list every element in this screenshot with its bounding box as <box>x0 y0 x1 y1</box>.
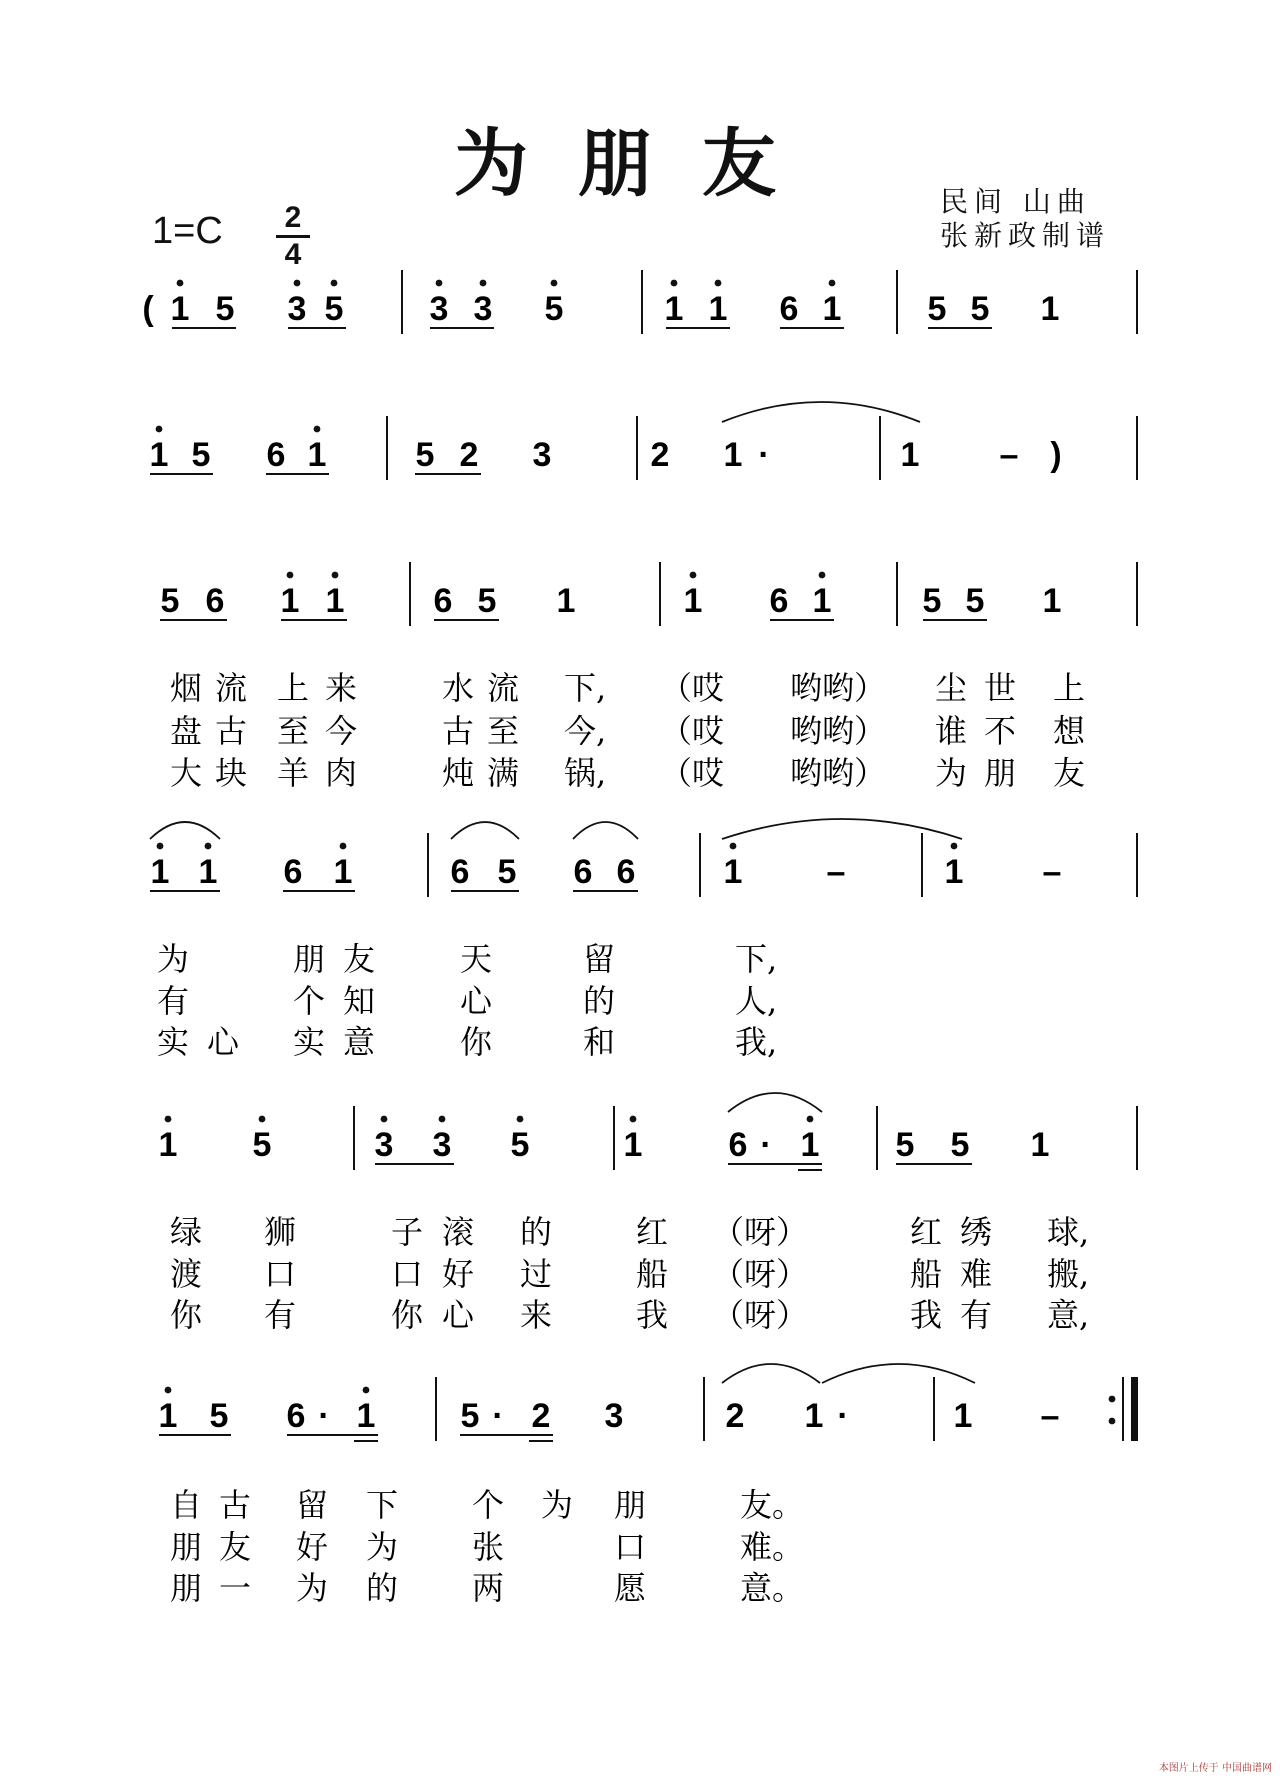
lyric-line <box>170 754 1085 792</box>
lyric-syllable: 哟哟） <box>790 669 887 707</box>
lyric-line <box>170 669 1085 707</box>
lyric-syllable: 的 <box>583 982 616 1020</box>
lyric-syllable: （呀） <box>712 1213 809 1251</box>
lyric-syllable: 个 <box>293 982 326 1020</box>
lyric-syllable: 口 <box>264 1255 297 1293</box>
note: 1 <box>198 853 218 891</box>
note: 1 <box>804 1397 824 1435</box>
lyric-syllable: 羊 <box>277 754 310 792</box>
note: 5 <box>922 582 942 620</box>
lyric-line <box>157 982 777 1020</box>
note: 5 <box>160 582 180 620</box>
lyric-syllable: 我, <box>735 1023 778 1061</box>
lyric-syllable: 和 <box>583 1023 616 1061</box>
lyric-syllable: 世 <box>984 669 1017 707</box>
notation-symbol: ) <box>1050 436 1062 474</box>
lyric-syllable: 好 <box>296 1528 329 1566</box>
note: 5 <box>415 436 435 474</box>
lyric-syllable: 水 <box>442 669 475 707</box>
lyric-syllable: 炖 <box>442 754 475 792</box>
lyric-syllable: 为 <box>157 940 190 978</box>
lyric-syllable: 尘 <box>935 669 968 707</box>
note: 5 <box>895 1126 915 1164</box>
lyric-syllable: 下, <box>564 669 607 707</box>
notation-row <box>142 270 1137 334</box>
note: 1 <box>623 1126 643 1164</box>
lyric-syllable: 你 <box>460 1023 493 1061</box>
lyric-syllable: 为 <box>366 1528 399 1566</box>
lyric-syllable: 心 <box>442 1296 475 1334</box>
notation-symbol: – <box>826 853 846 891</box>
repeat-dot <box>1109 1418 1116 1425</box>
repeat-dot <box>1109 1396 1116 1403</box>
lyric-syllable: 心 <box>207 1023 240 1061</box>
note: 5 <box>950 1126 970 1164</box>
lyric-syllable: 有 <box>264 1296 297 1334</box>
lyric-syllable: 朋 <box>614 1486 647 1524</box>
lyric-syllable: 流 <box>487 669 520 707</box>
octave-dot-high <box>287 572 294 579</box>
watermark-text: 本图片上传于 中国曲谱网 <box>1158 1763 1272 1774</box>
note: 5 <box>252 1126 272 1164</box>
octave-dot-high <box>205 843 212 850</box>
octave-dot-high <box>294 280 301 287</box>
notation-symbol: · <box>760 1126 772 1164</box>
lyric-syllable: 的 <box>366 1569 399 1607</box>
note: 2 <box>725 1397 745 1435</box>
note: 6 <box>433 582 453 620</box>
lyric-line <box>170 1569 804 1607</box>
lyric-syllable: 今 <box>325 712 358 750</box>
lyric-syllable: 谁 <box>935 712 968 750</box>
octave-dot-high <box>819 572 826 579</box>
octave-dot-high <box>165 1387 172 1394</box>
slur-tie <box>722 1364 820 1383</box>
lyric-syllable: 球, <box>1047 1213 1090 1251</box>
octave-dot-high <box>829 280 836 287</box>
lyric-syllable: 绿 <box>170 1213 203 1251</box>
lyric-syllable: 不 <box>984 712 1017 750</box>
note: 1 <box>1040 290 1060 328</box>
note: 5 <box>497 853 517 891</box>
lyric-syllable: 意。 <box>740 1569 805 1607</box>
note: 1 <box>900 436 920 474</box>
notation-symbol: – <box>1042 853 1062 891</box>
lyric-syllable: 意 <box>343 1023 376 1061</box>
notation-symbol: – <box>1040 1397 1060 1435</box>
notation-symbol: · <box>318 1397 330 1435</box>
note: 1 <box>280 582 300 620</box>
lyric-syllable: 朋 <box>170 1528 203 1566</box>
lyric-syllable: 难。 <box>740 1528 805 1566</box>
note: 6 <box>450 853 470 891</box>
note: 1 <box>356 1397 376 1435</box>
note: 3 <box>429 290 449 328</box>
lyric-syllable: 来 <box>325 669 358 707</box>
note: 1 <box>953 1397 973 1435</box>
lyric-syllable: 心 <box>460 982 493 1020</box>
time-signature-bottom: 4 <box>284 238 302 271</box>
notation-symbol: – <box>999 436 1019 474</box>
octave-dot-high <box>480 280 487 287</box>
lyric-line <box>157 1023 777 1061</box>
lyric-syllable: 狮 <box>264 1213 297 1251</box>
octave-dot-high <box>671 280 678 287</box>
lyric-block <box>157 940 777 1061</box>
octave-dot-high <box>551 280 558 287</box>
lyric-syllable: 块 <box>215 754 248 792</box>
lyric-syllable: 实 <box>157 1023 190 1061</box>
note: 5 <box>191 436 211 474</box>
note: 3 <box>432 1126 452 1164</box>
lyric-syllable: 船 <box>636 1255 669 1293</box>
lyric-syllable: 口 <box>391 1255 424 1293</box>
octave-dot-high <box>156 426 163 433</box>
key-signature: 1=C <box>152 210 223 252</box>
note: 1 <box>325 582 345 620</box>
lyric-block <box>170 1486 804 1607</box>
lyric-syllable: 滚 <box>442 1213 475 1251</box>
lyric-syllable: 红 <box>910 1213 943 1251</box>
lyric-syllable: 自 <box>170 1486 203 1524</box>
slur-tie <box>573 822 638 839</box>
lyric-syllable: 红 <box>636 1213 669 1251</box>
lyric-syllable: 肉 <box>325 754 358 792</box>
lyric-syllable: 友 <box>343 940 376 978</box>
lyric-syllable: 朋 <box>984 754 1017 792</box>
note: 1 <box>664 290 684 328</box>
lyric-line <box>157 940 777 978</box>
octave-dot-high <box>730 843 737 850</box>
song-title: 为朋友 <box>454 121 826 207</box>
lyric-syllable: 烟 <box>170 669 203 707</box>
notation-symbol: ( <box>142 290 154 328</box>
note: 1 <box>723 853 743 891</box>
slur-tie <box>728 1093 822 1112</box>
octave-dot-high <box>331 280 338 287</box>
lyric-line <box>170 1213 1089 1251</box>
note: 1 <box>683 582 703 620</box>
lyric-syllable: 难 <box>960 1255 993 1293</box>
lyric-syllable: 来 <box>520 1296 553 1334</box>
note: 6 <box>616 853 636 891</box>
note: 1 <box>1030 1126 1050 1164</box>
octave-dot-high <box>436 280 443 287</box>
note: 5 <box>965 582 985 620</box>
note: 1 <box>800 1126 820 1164</box>
octave-dot-high <box>363 1387 370 1394</box>
lyric-syllable: 盘 <box>170 712 203 750</box>
lyric-syllable: 留 <box>296 1486 329 1524</box>
notation-symbol: · <box>492 1397 504 1435</box>
octave-dot-high <box>177 280 184 287</box>
lyric-syllable: 想 <box>1053 712 1086 750</box>
octave-dot-high <box>165 1116 172 1123</box>
octave-dot-high <box>517 1116 524 1123</box>
lyric-syllable: 你 <box>170 1296 203 1334</box>
lyric-syllable: 今, <box>564 712 607 750</box>
note: 5 <box>324 290 344 328</box>
lyric-block <box>170 669 1086 792</box>
lyric-syllable: （哎 <box>660 712 725 750</box>
lyric-syllable: 上 <box>1053 669 1086 707</box>
repeat-barline-thick <box>1131 1377 1137 1441</box>
lyric-syllable: 我 <box>636 1296 669 1334</box>
lyric-syllable: 友 <box>1053 754 1086 792</box>
octave-dot-high <box>157 843 164 850</box>
note: 1 <box>944 853 964 891</box>
note: 3 <box>287 290 307 328</box>
lyric-line <box>170 712 1086 750</box>
note: 6 <box>769 582 789 620</box>
lyric-syllable: 友 <box>219 1528 252 1566</box>
lyric-syllable: 你 <box>391 1296 424 1334</box>
lyric-syllable: 锅, <box>564 754 607 792</box>
lyric-syllable: 古 <box>219 1486 252 1524</box>
lyric-syllable: 为 <box>541 1486 574 1524</box>
lyric-syllable: 下 <box>366 1486 399 1524</box>
lyric-syllable: 绣 <box>960 1213 993 1251</box>
note: 5 <box>477 582 497 620</box>
notation-row <box>160 562 1137 626</box>
note: 1 <box>150 853 170 891</box>
note: 5 <box>209 1397 229 1435</box>
lyric-syllable: 大 <box>170 754 203 792</box>
notation-row <box>150 833 1137 897</box>
lyric-syllable: 天 <box>460 940 493 978</box>
lyric-syllable: 上 <box>277 669 310 707</box>
lyric-line <box>170 1528 804 1566</box>
note: 5 <box>460 1397 480 1435</box>
slur-tie <box>722 819 962 839</box>
lyric-line <box>170 1486 804 1524</box>
octave-dot-high <box>340 843 347 850</box>
lyric-line <box>170 1255 1089 1293</box>
time-signature-top: 2 <box>284 201 302 234</box>
lyric-syllable: 意, <box>1047 1296 1090 1334</box>
note: 5 <box>544 290 564 328</box>
octave-dot-high <box>439 1116 446 1123</box>
note: 3 <box>473 290 493 328</box>
note: 5 <box>927 290 947 328</box>
note: 3 <box>604 1397 624 1435</box>
lyric-line <box>170 1296 1089 1334</box>
notation-row <box>159 1106 1137 1170</box>
notation-symbol: · <box>837 1397 849 1435</box>
octave-dot-high <box>381 1116 388 1123</box>
note: 1 <box>149 436 169 474</box>
lyric-syllable: 愿 <box>614 1569 647 1607</box>
lyric-syllable: 至 <box>277 712 310 750</box>
composer-credit: 民间 山曲 <box>940 185 1091 218</box>
slur-tie <box>451 822 519 839</box>
note: 6 <box>779 290 799 328</box>
octave-dot-high <box>259 1116 266 1123</box>
notation-symbol: · <box>758 436 770 474</box>
notation-row <box>150 416 1137 480</box>
lyric-syllable: 有 <box>960 1296 993 1334</box>
arranger-credit: 张新政制谱 <box>940 219 1111 252</box>
note: 1 <box>723 436 743 474</box>
lyric-syllable: 哟哟） <box>790 754 887 792</box>
lyric-syllable: 朋 <box>170 1569 203 1607</box>
note: 1 <box>158 1126 178 1164</box>
note: 6 <box>728 1126 748 1164</box>
note: 3 <box>374 1126 394 1164</box>
lyric-syllable: 船 <box>910 1255 943 1293</box>
lyric-syllable: 好 <box>442 1255 475 1293</box>
note: 1 <box>170 290 190 328</box>
lyric-syllable: 我 <box>910 1296 943 1334</box>
lyric-syllable: 有 <box>157 982 190 1020</box>
lyric-syllable: 古 <box>442 712 475 750</box>
note: 1 <box>1042 582 1062 620</box>
note: 3 <box>532 436 552 474</box>
octave-dot-high <box>715 280 722 287</box>
note: 6 <box>266 436 286 474</box>
lyric-syllable: 留 <box>583 940 616 978</box>
octave-dot-high <box>807 1116 814 1123</box>
slur-tie <box>822 1364 975 1383</box>
octave-dot-high <box>314 426 321 433</box>
lyric-syllable: 张 <box>472 1528 505 1566</box>
slur-tie <box>150 822 220 839</box>
note: 6 <box>573 853 593 891</box>
lyric-syllable: 为 <box>935 754 968 792</box>
lyric-syllable: 至 <box>487 712 520 750</box>
lyric-syllable: （哎 <box>660 669 725 707</box>
lyric-syllable: 一 <box>219 1569 252 1607</box>
lyric-syllable: 满 <box>487 754 520 792</box>
lyric-syllable: 搬, <box>1047 1255 1090 1293</box>
note: 1 <box>307 436 327 474</box>
note: 6 <box>286 1397 306 1435</box>
lyric-syllable: 两 <box>472 1569 505 1607</box>
note: 5 <box>215 290 235 328</box>
note: 1 <box>333 853 353 891</box>
notation-row <box>159 1377 1137 1441</box>
note: 2 <box>650 436 670 474</box>
note: 1 <box>812 582 832 620</box>
note: 1 <box>556 582 576 620</box>
lyric-syllable: 为 <box>296 1569 329 1607</box>
lyric-syllable: 知 <box>343 982 376 1020</box>
lyric-syllable: 子 <box>391 1213 424 1251</box>
note: 1 <box>708 290 728 328</box>
lyric-syllable: 哟哟） <box>790 712 887 750</box>
lyric-syllable: 的 <box>520 1213 553 1251</box>
lyric-syllable: （哎 <box>660 754 725 792</box>
lyric-syllable: 朋 <box>293 940 326 978</box>
note: 5 <box>970 290 990 328</box>
slur-tie <box>722 402 920 422</box>
lyric-syllable: 渡 <box>170 1255 203 1293</box>
octave-dot-high <box>690 572 697 579</box>
lyric-syllable: （呀） <box>712 1255 809 1293</box>
note: 2 <box>531 1397 551 1435</box>
lyric-syllable: 个 <box>472 1486 505 1524</box>
note: 1 <box>822 290 842 328</box>
lyric-syllable: 过 <box>520 1255 553 1293</box>
note: 6 <box>205 582 225 620</box>
lyric-syllable: 人, <box>735 982 778 1020</box>
lyric-syllable: 下, <box>735 940 778 978</box>
lyric-syllable: 实 <box>293 1023 326 1061</box>
octave-dot-high <box>951 843 958 850</box>
lyric-syllable: （呀） <box>712 1296 809 1334</box>
lyric-syllable: 友。 <box>740 1486 805 1524</box>
note: 6 <box>283 853 303 891</box>
lyric-syllable: 口 <box>614 1528 647 1566</box>
octave-dot-high <box>630 1116 637 1123</box>
lyric-syllable: 流 <box>215 669 248 707</box>
lyric-block <box>170 1213 1089 1334</box>
octave-dot-high <box>332 572 339 579</box>
note: 5 <box>510 1126 530 1164</box>
note: 1 <box>158 1397 178 1435</box>
lyric-syllable: 古 <box>215 712 248 750</box>
note: 2 <box>459 436 479 474</box>
